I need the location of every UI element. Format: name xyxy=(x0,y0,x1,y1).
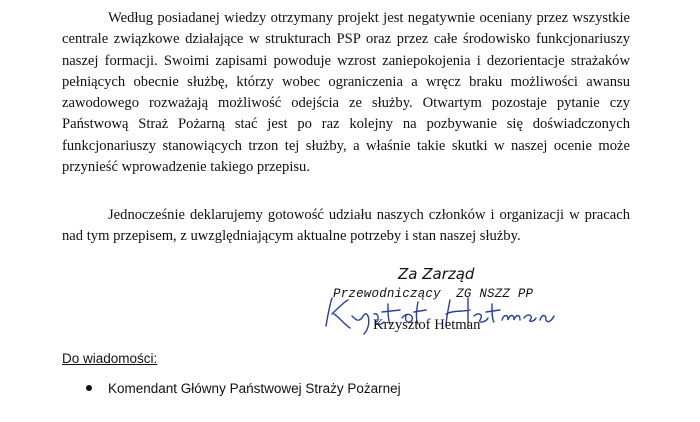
signer-role: Przewodniczący ZG NSZZ PP xyxy=(333,287,534,301)
bullet-icon xyxy=(86,385,92,391)
body-paragraph-1: Według posiadanej wiedzy otrzymany projekt jest negatywnie oceniany przez wszystkie centrale związkowe działające w strukturach PSP oraz przez całe środowisko funkcjonariuszy naszej formacji. Swoimi zapisami powoduje wzrost zaniepokojenia i dezorientacje strażaków pełniących obecnie służbę, którzy wobec ograniczenia a wręcz braku możliwości awansu zawodowego rozważają możliwość odejścia ze służby. Otwartym pozostaje pytanie czy Państwową Straż Pożarną stać jest po raz kolejny na pozbywanie się doświadczonych funkcjonariuszy stanowiących trzon tej służby, a właśnie takie skutki w naszej ocenie może przynieść wprowadzenie takiego przepisu. xyxy=(62,10,630,176)
recipient-name: Komendant Główny Państwowej Straży Pożarnej xyxy=(108,381,401,396)
body-paragraph-2: Jednocześnie deklarujemy gotowość udziału naszych członków i organizacji w pracach nad tym przepisem, z uwzględniającym aktualne potrzeby i stan naszej służby. xyxy=(62,207,630,245)
signer-name: Krzysztof Hetman xyxy=(373,317,481,333)
on-behalf-label: Za Zarząd xyxy=(398,265,475,283)
recipients-heading: Do wiadomości: xyxy=(62,351,158,366)
